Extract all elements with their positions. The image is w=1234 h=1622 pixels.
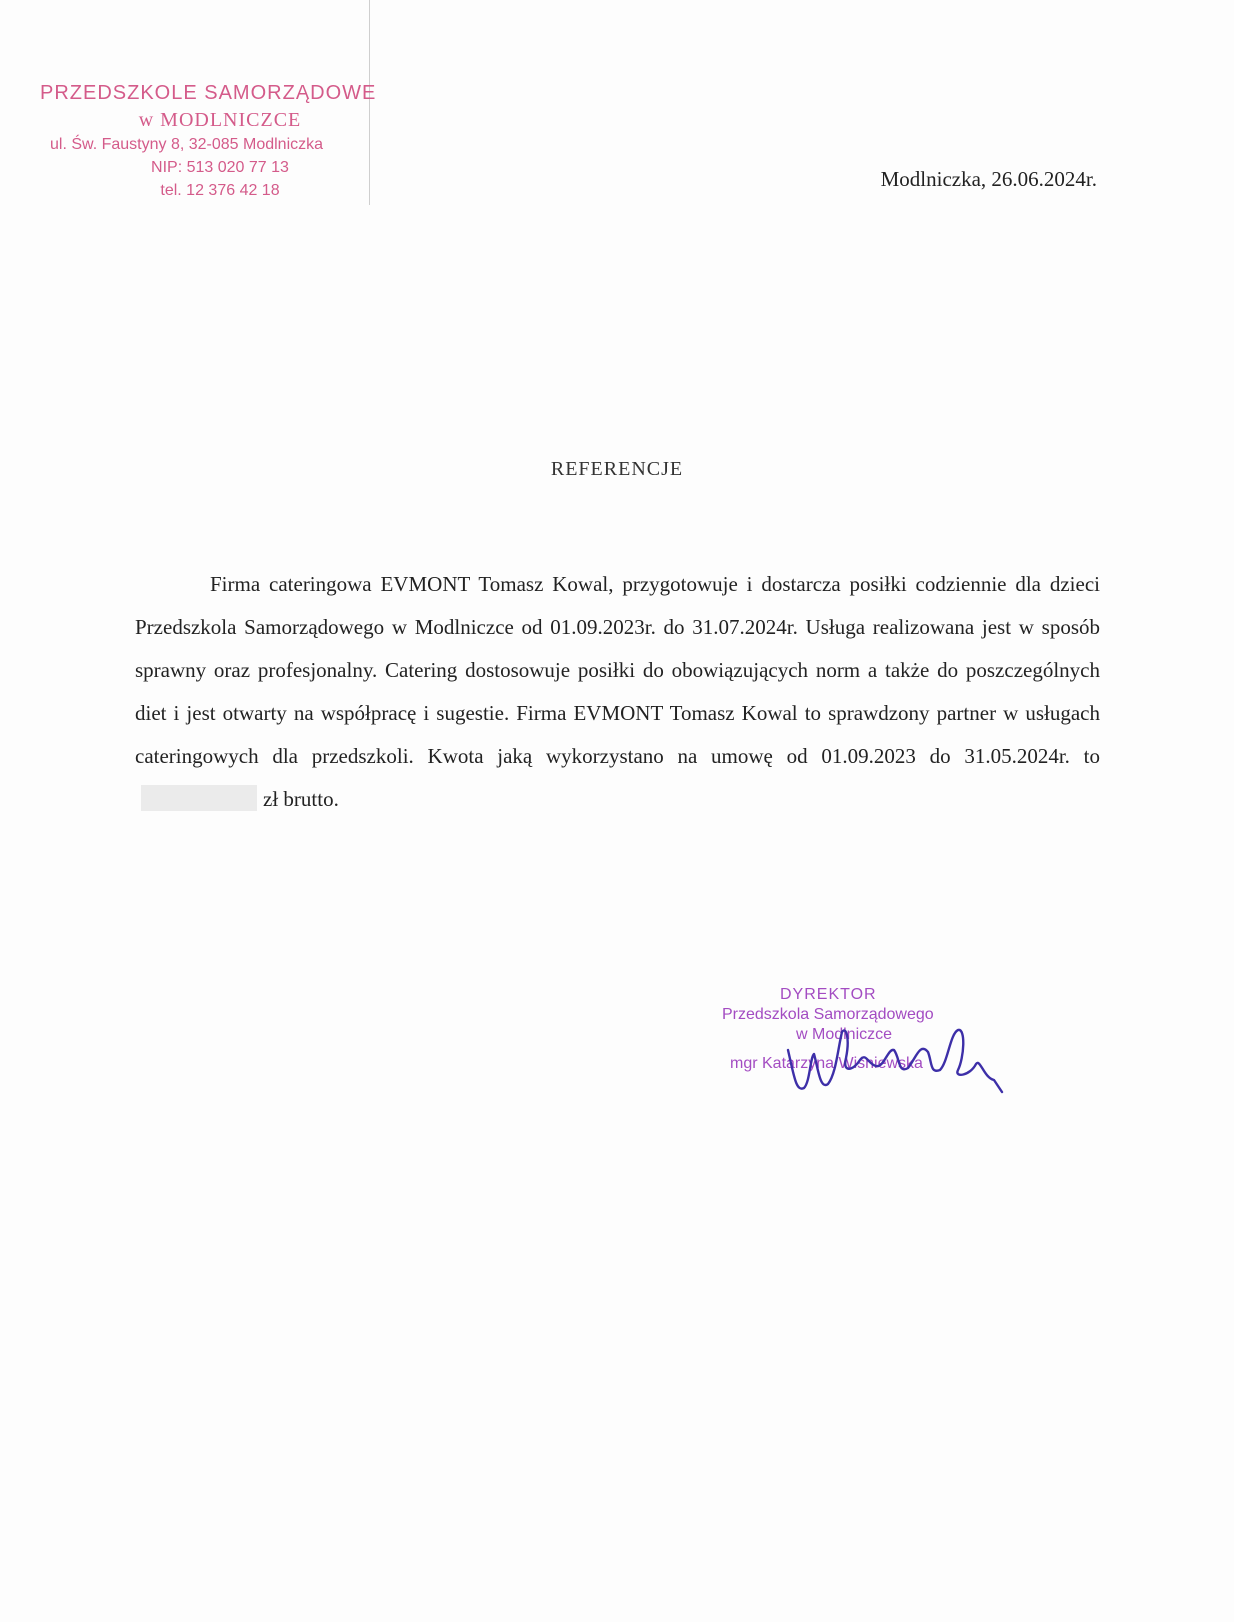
document-title: REFERENCJE bbox=[550, 458, 684, 480]
handwritten-signature bbox=[780, 1018, 1010, 1108]
redacted-amount bbox=[141, 785, 257, 811]
stamp-director-name: mgr Katarzyna Wiśniewska bbox=[730, 1055, 923, 1072]
body-text-end: zł brutto. bbox=[263, 787, 339, 811]
stamp-phone: tel. 12 376 42 18 bbox=[160, 181, 280, 199]
school-header-stamp bbox=[40, 80, 400, 201]
stamp-institution: Przedszkola Samorządowego bbox=[722, 1006, 934, 1023]
stamp-institution-location: w Modlniczce bbox=[796, 1026, 893, 1043]
stamp-school-name: PRZEDSZKOLE SAMORZĄDOWE bbox=[40, 82, 377, 104]
stamp-address: ul. Św. Faustyny 8, 32-085 Modlniczka bbox=[50, 136, 324, 153]
stamp-nip: NIP: 513 020 77 13 bbox=[151, 158, 289, 176]
body-paragraph bbox=[135, 563, 1100, 821]
stamp-school-location: w MODLNICZCE bbox=[138, 109, 302, 131]
letter-body bbox=[135, 563, 1100, 821]
body-text-main: Firma cateringowa EVMONT Tomasz Kowal, przygotowuje i dostarcza posiłki codziennie dla dzieci Przedszkola Samorządowego w Modlniczce od 01.09.2023r. do 31.07.2024r. Usługa realizowana jest w sposób sprawny oraz profesjonalny. Catering dostosowuje posiłki do obowiązujących norm a także do poszczególnych diet i jest otwarty na współpracę i sugestie. Firma EVMONT Tomasz Kowal to sprawdzony partner w usługach cateringowych dla przedszkoli. Kwota jaką wykorzystano na umowę od 01.09.2023 do 31.05.2024r. to bbox=[135, 572, 1100, 768]
letter-date: Modlniczka, 26.06.2024r. bbox=[880, 167, 1097, 191]
stamp-director-title: DYREKTOR bbox=[780, 986, 877, 1003]
